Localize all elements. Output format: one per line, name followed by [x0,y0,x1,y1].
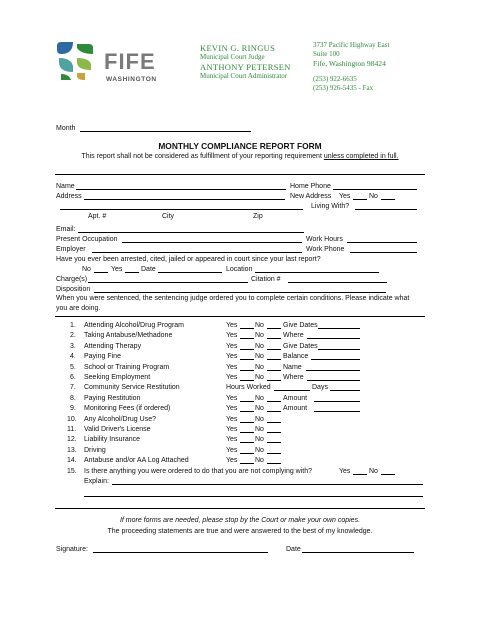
footer-divider [55,508,425,509]
arrested-yes-field[interactable] [125,272,139,273]
condition-row [70,331,76,340]
extra-label: Give Dates [283,322,318,329]
no-field[interactable] [267,411,281,412]
logo-wordmark: FIFE [104,49,156,74]
condition-label: Monitoring Fees (if ordered) [84,405,171,413]
disposition-label: Disposition [56,286,91,293]
sentence-text-line-2: you are doing. [56,305,101,312]
citation-field[interactable] [288,282,387,283]
occupation-label: Present Occupation [56,236,118,243]
city-label: City [162,213,175,220]
no-label: No [255,446,264,454]
no-label: No [255,374,264,381]
condition-number: 13. [67,446,77,454]
condition-number: 6. [70,374,76,381]
condition-label: Seeking Employment [84,374,151,381]
logo-subtitle: WASHINGTON [106,76,157,83]
yes-label: Yes [226,322,238,329]
extra-label: Where [283,332,304,340]
subtitle-emphasis: unless completed in full. [323,153,399,160]
condition-row [67,456,77,465]
month-label: Month [56,125,76,132]
q15-no-label: No [369,468,378,475]
condition-row [70,352,76,361]
arrested-no-field[interactable] [94,272,108,273]
address-line-1: 3737 Pacific Highway East [313,41,390,49]
condition-label: Attending Therapy [84,342,142,350]
no-label: No [255,332,264,340]
condition-label: School or Training Program [84,363,170,371]
home-phone-label: Home Phone [290,183,331,190]
condition-row [70,373,76,382]
court-fax: (253) 926-5435 - Fax [313,84,374,92]
condition-number: 14. [67,457,77,465]
judge-name: KEVIN G. RINGUS [200,43,276,53]
condition-number: 10. [67,415,77,423]
condition-label: Community Service Restitution [84,384,180,392]
name-label: Name [56,183,75,190]
no-label: No [255,457,264,465]
no-label: No [255,342,264,350]
yes-field[interactable] [240,349,254,350]
yes-field[interactable] [240,453,254,454]
q15-number: 15. [67,468,77,475]
no-label: No [255,363,264,371]
no-label: No [255,394,264,402]
signature-label: Signature: [56,546,88,553]
hours-worked-field[interactable] [274,390,310,391]
yes-field[interactable] [240,370,254,371]
condition-number: 1. [70,322,76,329]
new-address-yes-label: Yes [339,193,351,200]
arrested-yes-label: Yes [111,266,123,273]
condition-row [67,425,76,434]
condition-row [70,383,76,392]
no-field[interactable] [267,380,281,381]
address-line-2-field[interactable] [60,209,303,210]
condition-row [67,435,77,444]
new-address-no-label: No [369,193,378,200]
sentence-text-line-1: When you were sentenced, the sentencing judge ordered you to complete certain conditions. Please indicate what [56,295,410,302]
extra-field[interactable] [311,359,360,360]
subtitle-text: This report shall not be considered as fulfillment of your reporting requirement [81,153,324,160]
explain-field-line-2[interactable] [84,496,423,497]
extra-field[interactable] [306,370,360,371]
work-phone-field[interactable] [350,252,417,253]
yes-label: Yes [226,332,238,340]
yes-field[interactable] [240,422,254,423]
q15-no-field[interactable] [381,474,395,475]
condition-label: Liability Insurance [84,436,141,444]
home-phone-field[interactable] [333,189,417,190]
condition-number: 7. [70,384,76,392]
condition-row [70,363,76,372]
hours-worked-label: Hours Worked [226,384,271,392]
yes-field[interactable] [240,359,254,360]
condition-row [67,415,77,424]
no-field[interactable] [267,442,281,443]
days-field[interactable] [330,390,360,391]
yes-field[interactable] [240,463,254,464]
court-address [313,41,389,93]
yes-label: Yes [226,342,238,350]
condition-number: 2. [70,332,76,340]
yes-field[interactable] [240,411,254,412]
condition-number: 9. [70,405,76,413]
yes-field[interactable] [240,442,254,443]
yes-label: Yes [226,426,238,433]
administrator-role: Municipal Court Administrator [200,71,288,80]
no-field[interactable] [267,359,281,360]
yes-label: Yes [226,353,238,361]
form-subtitle [0,152,480,161]
new-address-no-field[interactable] [381,199,395,200]
no-field[interactable] [267,328,281,329]
arrest-location-field[interactable] [255,272,379,273]
month-field[interactable] [80,131,251,132]
q15-text: Is there anything you were ordered to do that you are not complying with? [84,468,313,475]
no-field[interactable] [267,370,281,371]
yes-field[interactable] [240,338,254,339]
extra-label: Give Dates [283,342,318,350]
condition-row [70,321,76,330]
condition-label: Taking Antabuse/Methadone [84,332,173,340]
extra-label: Balance [283,353,309,361]
explain-label: Explain: [84,478,109,485]
no-label: No [255,415,264,423]
conditions-divider [55,316,425,317]
work-phone-label: Work Phone [306,246,345,253]
no-field[interactable] [267,453,281,454]
signature-date-label: Date [286,546,301,553]
no-label: No [255,436,264,444]
extra-label: Where [283,374,304,381]
charges-label: Charge(s) [56,276,88,283]
q15-yes-label: Yes [339,468,351,475]
no-label: No [255,426,264,433]
yes-label: Yes [226,415,238,423]
condition-row [70,394,76,403]
employer-label: Employer [56,246,86,253]
condition-label: Paying Fine [84,353,121,361]
leaf-logo-icon [55,40,97,82]
no-field[interactable] [267,422,281,423]
extra-field[interactable] [307,338,360,339]
condition-number: 4. [70,353,76,361]
no-field[interactable] [267,463,281,464]
extra-label: Name [283,363,302,371]
email-label: Email: [56,226,76,233]
yes-field[interactable] [240,328,254,329]
extra-label: Amount [283,394,308,402]
extra-field[interactable] [314,411,360,412]
administrator-name: ANTHONY PETERSEN [200,61,291,72]
arrest-location-label: Location [226,266,253,273]
no-label: No [255,322,264,329]
work-hours-field[interactable] [347,242,417,243]
citation-label: Citation # [251,276,281,283]
no-label: No [255,405,264,413]
condition-label: Antabuse and/or AA Log Attached [84,457,189,465]
address-line-2: Suite 100 [313,50,340,58]
extra-field[interactable] [307,380,360,381]
certify-statement: The proceeding statements are true and were answered to the best of my knowledge. [107,528,373,535]
no-field[interactable] [267,338,281,339]
no-label: No [255,353,264,361]
yes-label: Yes [226,394,238,402]
condition-label: Attending Alcohol/Drug Program [84,322,184,329]
yes-label: Yes [226,446,238,454]
address-field[interactable] [84,199,285,200]
section-divider [55,174,425,175]
living-with-field[interactable] [355,209,417,210]
no-field[interactable] [267,349,281,350]
signature-date-field[interactable] [302,552,414,553]
living-with-label: Living With? [311,203,350,210]
explain-field[interactable] [112,484,423,485]
yes-label: Yes [226,457,238,465]
yes-field[interactable] [240,432,254,433]
q15-yes-field[interactable] [353,474,367,475]
no-field[interactable] [267,432,281,433]
condition-label: Paying Restitution [84,394,141,402]
judge-role: Municipal Court Judge [200,53,265,61]
condition-label: Driving [84,446,106,454]
yes-label: Yes [226,436,238,444]
no-field[interactable] [267,401,281,402]
disposition-field[interactable] [94,292,386,293]
extra-field[interactable] [318,349,360,350]
address-line-3: Fife, Washington 98424 [313,59,386,68]
arrested-no-label: No [82,266,91,273]
condition-number: 3. [70,342,76,350]
new-address-yes-field[interactable] [353,199,367,200]
condition-row [70,342,76,351]
signature-field[interactable] [93,552,268,553]
extra-field[interactable] [318,328,360,329]
condition-number: 11. [67,426,77,433]
charges-field[interactable] [88,282,248,283]
court-phone: (253) 922-6635 [313,75,357,83]
apt-label: Apt. # [88,213,107,220]
condition-label: Any Alcohol/Drug Use? [84,415,156,423]
more-forms-note: If more forms are needed, please stop by the Court or make your own copies. [119,517,361,524]
arrested-question: Have you ever been arrested, cited, jailed or appeared in court since your last report? [56,256,321,263]
days-label: Days [312,384,328,392]
extra-label: Amount [283,405,308,413]
zip-label: Zip [253,213,263,220]
condition-number: 5. [70,363,76,371]
condition-number: 8. [70,394,76,402]
new-address-label: New Address [290,193,332,200]
address-label: Address [56,193,82,200]
form-title: MONTHLY COMPLIANCE REPORT FORM [158,141,322,151]
email-field[interactable] [78,232,304,233]
yes-field[interactable] [240,401,254,402]
condition-number: 12. [67,436,77,444]
court-contacts [200,43,291,80]
arrest-date-field[interactable] [158,272,222,273]
condition-row [70,404,76,413]
name-field[interactable] [76,189,286,190]
yes-label: Yes [226,363,238,371]
condition-row [67,446,77,455]
occupation-field[interactable] [122,242,302,243]
arrest-date-label: Date [141,266,156,273]
condition-label: Valid Driver's License [84,426,151,433]
yes-field[interactable] [240,380,254,381]
yes-label: Yes [226,374,238,381]
employer-field[interactable] [92,252,302,253]
extra-field[interactable] [314,401,360,402]
work-hours-label: Work Hours [306,236,343,243]
yes-label: Yes [226,405,238,413]
